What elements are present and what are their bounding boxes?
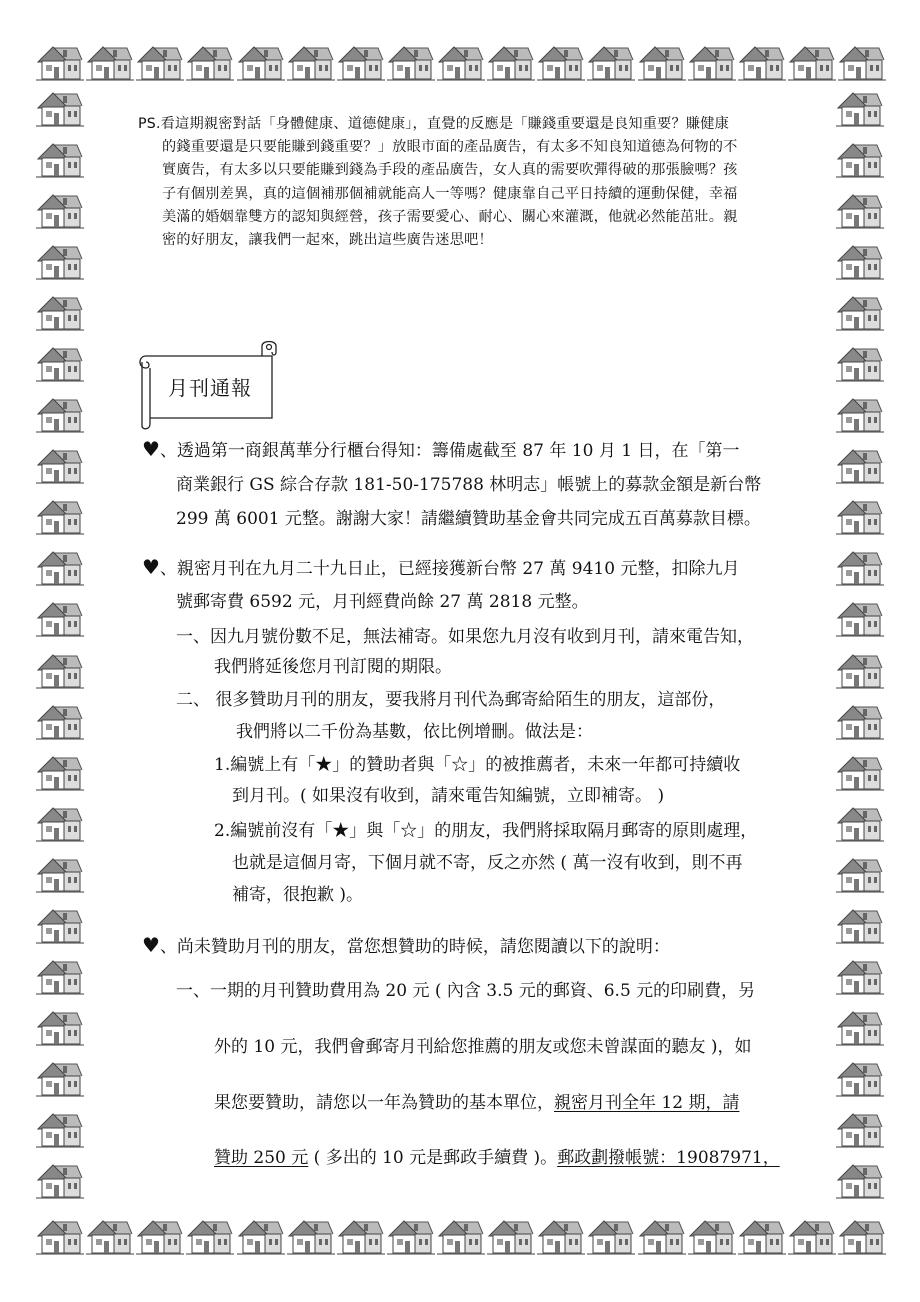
house-icon [36,1109,86,1149]
house-icon [36,956,86,996]
house-icon [836,190,886,230]
house-icon [186,42,234,82]
house-icon [136,42,184,82]
house-icon [487,42,535,82]
notice-text: 商業銀行 GS 綜合存款 181-50-175788 林明志」帳號上的募款金額是新台幣 [176,475,762,495]
border-right [836,88,886,1200]
ps-line: 實廣告，有太多以只要能賺到錢為手段的產品廣告，女人真的需要吹彈得破的那張臉嗎？孩 [162,162,738,179]
house-icon [36,547,86,587]
notice-text: 號郵寄費 6592 元，月刊經費尚餘 27 萬 2818 元整。 [176,592,589,612]
house-icon [838,42,886,82]
house-icon [36,1216,84,1256]
border-bottom [36,1216,886,1256]
house-icon [287,1216,335,1256]
house-icon [537,42,585,82]
house-icon [688,42,736,82]
heart-bullet-icon: ♥ [142,555,160,579]
house-icon [36,803,86,843]
item-1-text: ( 多出的 10 元是郵政手續費 )。 [308,1148,558,1168]
house-icon [36,394,86,434]
house-icon [36,190,86,230]
house-icon [836,139,886,179]
house-icon [836,1160,886,1200]
house-icon [836,496,886,536]
house-icon [836,1058,886,1098]
section-title: 月刊通報 [168,376,252,400]
house-icon [836,956,886,996]
item-1-text: 外的 10 元，我們會郵寄月刊給您推薦的朋友或您未曾謀面的聽友 )，如 [214,1037,752,1057]
house-icon [587,1216,635,1256]
sub-item-2-text: 也就是這個月寄，下個月就不寄，反之亦然 ( 萬一沒有收到，則不再 [232,853,743,873]
item-1-text: 我們將延後您月刊訂閱的期限。 [214,657,452,677]
house-icon [36,701,86,741]
item-2-text: 我們將以二千份為基數，依比例增刪。做法是： [236,722,593,742]
item-2-text: 二、 很多贊助月刊的朋友，要我將月刊代為郵寄給陌生的朋友，這部份， [176,690,726,710]
house-icon [836,88,886,128]
house-icon [836,905,886,945]
house-icon [337,42,385,82]
house-icon [836,394,886,434]
house-icon [738,42,786,82]
house-icon [836,598,886,638]
house-icon [788,1216,836,1256]
house-icon [36,1160,86,1200]
item-1-text: 一、因九月號份數不足，無法補寄。如果您九月沒有收到月刊，請來電告知， [176,627,754,647]
ps-line: PS.看這期親密對話「身體健康、道德健康」，直覺的反應是「賺錢重要還是良知重要？賺健康 [138,116,730,132]
house-icon [186,1216,234,1256]
house-icon [36,598,86,638]
notice-text: 、透過第一商銀萬華分行櫃台得知：籌備處截至 87 年 10 月 1 日，在「第一 [159,441,740,461]
house-icon [36,241,86,281]
border-left [36,88,86,1200]
house-icon [387,42,435,82]
subscription-fee-text: 親密月刊全年 12 期，請 [554,1093,740,1113]
item-1-text: 果您要贊助，請您以一年為贊助的基本單位， [214,1093,554,1113]
house-icon [437,1216,485,1256]
house-icon [487,1216,535,1256]
house-icon [36,343,86,383]
ps-paragraph [138,113,793,252]
house-icon [836,547,886,587]
notice-text: 299 萬 6001 元整。謝謝大家！請繼續贊助基金會共同完成五百萬募款目標。 [176,509,761,529]
house-icon [836,241,886,281]
house-icon [36,650,86,690]
house-icon [688,1216,736,1256]
subscription-fee-amount: 贊助 250 元 [214,1148,309,1168]
sub-item-2-text: 2.編號前沒有「★」與「☆」的朋友，我們將採取隔月郵寄的原則處理， [214,821,758,841]
house-icon [36,42,84,82]
house-icon [836,701,886,741]
house-icon [36,445,86,485]
house-icon [638,42,686,82]
ps-line: 美滿的婚姻靠雙方的認知與經營，孩子需要愛心、耐心、關心來灌溉，他就必然能茁壯。親 [162,208,738,225]
house-icon [36,1007,86,1047]
notice-text: 、親密月刊在九月二十九日止，已經接獲新台幣 27 萬 9410 元整，扣除九月 [159,559,740,579]
sub-item-1-text: 1.編號上有「★」的贊助者與「☆」的被推薦者，未來一年都可持續收 [214,755,741,775]
house-icon [836,1109,886,1149]
house-icon [437,42,485,82]
house-icon [36,139,86,179]
ps-line: 密的好朋友，讓我們一起來，跳出這些廣告迷思吧！ [162,232,493,249]
house-icon [788,42,836,82]
house-icon [86,1216,134,1256]
house-icon [738,1216,786,1256]
sub-item-2-text: 補寄，很抱歉 )。 [232,885,364,905]
ps-line: 子有個別差異，真的這個補那個補就能高人一等嗎？健康靠自己平日持續的運動保健，幸福 [162,185,738,202]
house-icon [36,1058,86,1098]
heart-bullet-icon: ♥ [142,933,160,957]
house-icon [337,1216,385,1256]
postal-account-text: 郵政劃撥帳號：19087971， [557,1148,780,1168]
section-heading-scroll [136,338,286,430]
house-icon [36,854,86,894]
house-icon [237,42,285,82]
house-icon [537,1216,585,1256]
house-icon [836,445,886,485]
border-top [36,42,886,82]
house-icon [638,1216,686,1256]
house-icon [836,752,886,792]
house-icon [387,1216,435,1256]
house-icon [36,292,86,332]
house-icon [287,42,335,82]
house-icon [836,803,886,843]
house-icon [587,42,635,82]
notice-text: 、尚未贊助月刊的朋友，當您想贊助的時候，請您閱讀以下的說明： [159,937,670,957]
house-icon [36,496,86,536]
house-icon [86,42,134,82]
sub-item-1-text: 到月刊。( 如果沒有收到，請來電告知編號，立即補寄。 ) [232,786,665,806]
house-icon [836,292,886,332]
house-icon [836,343,886,383]
house-icon [237,1216,285,1256]
house-icon [36,88,86,128]
house-icon [36,752,86,792]
house-icon [836,854,886,894]
house-icon [838,1216,886,1256]
ps-line: 的錢重要還是只要能賺到錢重要？」放眼市面的產品廣告，有太多不知良知道德為何物的不 [162,139,738,156]
house-icon [836,1007,886,1047]
house-icon [36,905,86,945]
house-icon [836,650,886,690]
heart-bullet-icon: ♥ [142,437,160,461]
item-1-text: 一、一期的月刊贊助費用為 20 元 ( 內含 3.5 元的郵資、6.5 元的印刷費，另 [176,981,756,1001]
house-icon [136,1216,184,1256]
